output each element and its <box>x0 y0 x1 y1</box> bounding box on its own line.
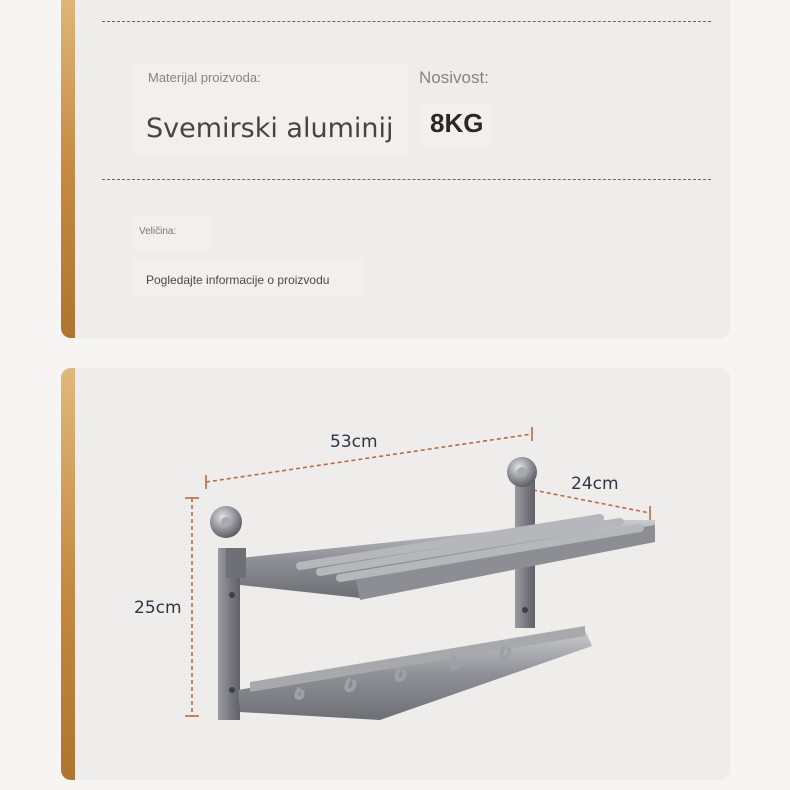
depth-dimension-label: 24cm <box>571 474 619 494</box>
size-label: Veličina: <box>139 226 177 237</box>
height-dimension-label: 25cm <box>134 598 182 618</box>
load-label: Nosivost: <box>419 68 489 87</box>
width-dimension-label: 53cm <box>330 432 378 452</box>
material-value: Svemirski aluminij <box>146 113 394 144</box>
material-label: Materijal proizvoda: <box>148 70 261 85</box>
size-value: Pogledajte informacije o proizvodu <box>146 273 330 287</box>
load-value: 8KG <box>430 108 484 138</box>
